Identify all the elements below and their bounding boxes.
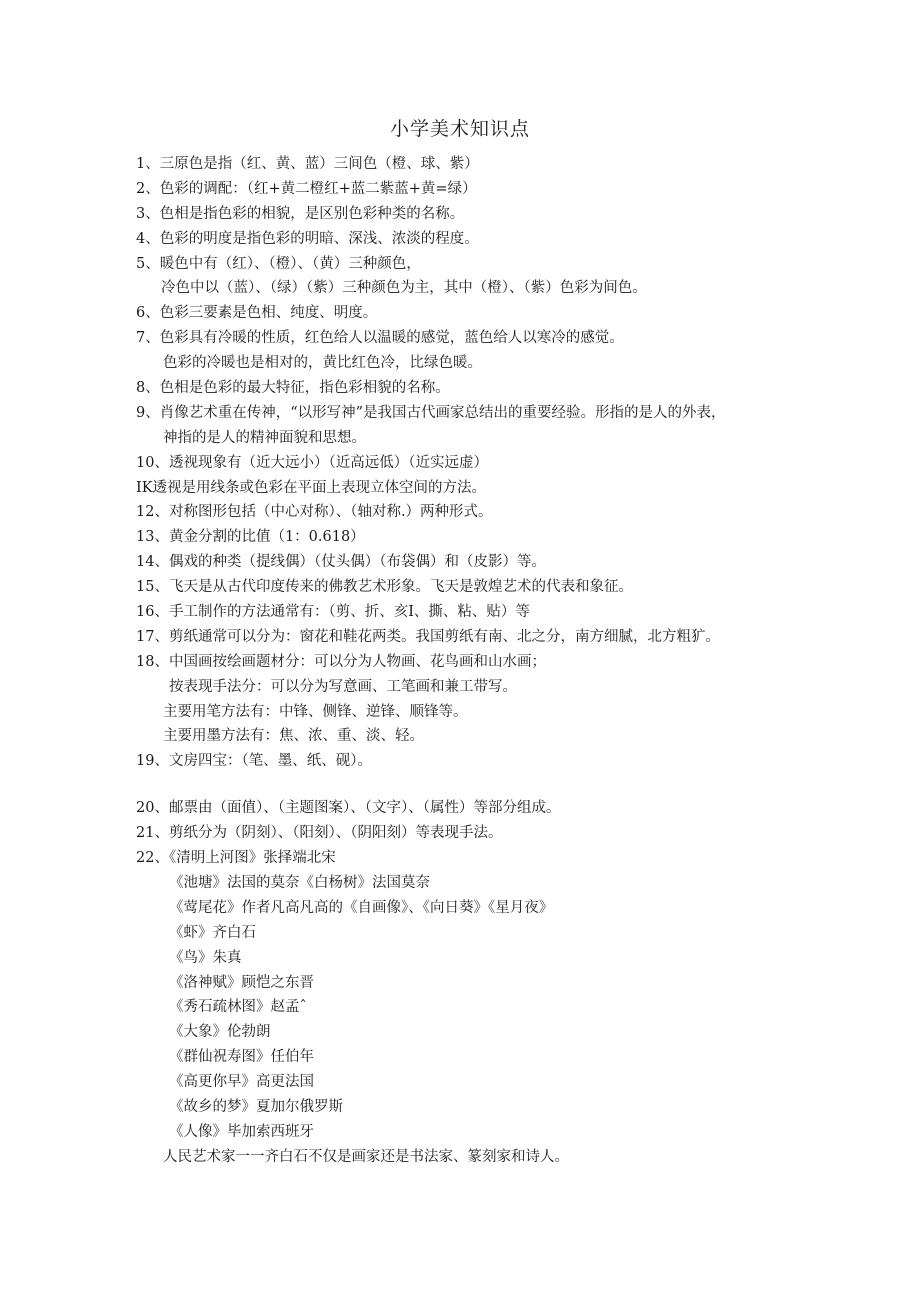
text-line-16: 16、手工制作的方法通常有：（剪、折、亥I、撕、粘、贴）等 <box>136 604 530 621</box>
text-line-3: 3、色相是指色彩的相貌，是区别色彩种类的名称。 <box>136 205 465 222</box>
closing-line: 人民艺术家一一齐白石不仅是画家还是书法家、篆刻家和诗人。 <box>163 1148 569 1165</box>
text-line-15: 15、飞天是从古代印度传来的佛教艺术形象。飞天是敦煌艺术的代表和象征。 <box>136 579 633 596</box>
text-line-7: 7、色彩具有冷暖的性质，红色给人以温暖的感觉，蓝色给人以寒冷的感觉。 <box>136 330 624 347</box>
artwork-line: 《高更你早》高更法国 <box>169 1074 314 1091</box>
artwork-line: 《故乡的梦》夏加尔俄罗斯 <box>169 1098 343 1115</box>
artwork-line: 《鸟》朱真 <box>169 949 242 966</box>
text-line-2: 2、色彩的调配：（红+黄二橙红+蓝二紫蓝+黄=绿） <box>136 180 477 197</box>
text-line-17: 17、剪纸通常可以分为：窗花和鞋花两类。我国剪纸有南、北之分，南方细腻，北方粗犷。 <box>136 628 720 645</box>
text-line-10: 10、透视现象有（近大远小）（近高远低）（近实远虚） <box>136 454 488 471</box>
artwork-line: 《秀石疏林图》赵孟ˆ <box>169 999 307 1016</box>
document-body <box>136 152 836 1170</box>
text-line-18-cont-3: 主要用墨方法有：焦、浓、重、淡、轻。 <box>163 728 424 745</box>
text-line-18-cont-2: 主要用笔方法有：中锋、侧锋、逆锋、顺锋等。 <box>163 703 468 720</box>
text-line-6: 6、色彩三要素是色相、纯度、明度。 <box>136 305 378 322</box>
text-line-1: 1、三原色是指（红、黄、蓝）三间色（橙、球、紫） <box>136 156 479 172</box>
text-line-20: 20、邮票由（面值）、（主题图案）、（文字）、（属性）等部分组成。 <box>136 800 561 817</box>
text-line-9-cont: 神指的是人的精神面貌和思想。 <box>163 429 366 446</box>
text-line-9: 9、肖像艺术重在传神，“以形写神”是我国古代画家总结出的重要经验。形指的是人的外表， <box>136 404 726 421</box>
artwork-line: 《洛神赋》顾恺之东晋 <box>169 974 314 991</box>
text-line-22: 22、《清明上河图》张择端北宋 <box>136 850 336 867</box>
text-line-18: 18、中国画按绘画题材分：可以分为人物画、花鸟画和山水画； <box>136 653 546 670</box>
text-line-4: 4、色彩的明度是指色彩的明暗、深浅、浓淡的程度。 <box>136 230 479 247</box>
artwork-line: 《虾》齐白石 <box>169 924 256 941</box>
text-line-18-cont-1: 按表现手法分：可以分为写意画、工笔画和兼工带写。 <box>169 678 517 695</box>
artwork-line: 《群仙祝寿图》任伯年 <box>169 1049 314 1066</box>
text-line-19: 19、文房四宝：（笔、墨、纸、砚）。 <box>136 753 372 770</box>
text-line-12: 12、对称图形包括（中心对称）、（轴对称.）两种形式。 <box>136 504 493 521</box>
text-line-5-cont: 冷色中以（蓝）、（绿）（紫）三种颜色为主，其中（橙）、（紫）色彩为间色。 <box>161 280 647 297</box>
artwork-line: 《人像》毕加索西班牙 <box>169 1123 314 1140</box>
text-line-14: 14、偶戏的种类（提线偶）（仗头偶）（布袋偶）和（皮影）等。 <box>136 554 546 571</box>
artwork-line: 《莺尾花》作者凡高凡高的《自画像》、《向日葵》《星月夜》 <box>169 899 554 916</box>
text-line-21: 21、剪纸分为（阴刻）、（阳刻）、（阴阳刻）等表现手法。 <box>136 825 503 842</box>
text-line-5: 5、暖色中有（红）、（橙）、（黄）三种颜色， <box>136 255 421 272</box>
paragraph-gap <box>136 774 836 796</box>
text-line-7-cont: 色彩的冷暖也是相对的，黄比红色冷，比绿色暖。 <box>163 355 482 372</box>
document-title: 小学美术知识点 <box>389 118 530 140</box>
text-line-13: 13、黄金分割的比值（1：0.618） <box>136 529 365 546</box>
artwork-line: 《池塘》法国的莫奈《白杨树》法国莫奈 <box>169 874 430 891</box>
artwork-line: 《大象》伦勃朗 <box>169 1024 271 1041</box>
text-line-11: IK透视是用线条或色彩在平面上表现立体空间的方法。 <box>136 479 487 496</box>
text-line-8: 8、色相是色彩的最大特征，指色彩相貌的名称。 <box>136 380 450 397</box>
